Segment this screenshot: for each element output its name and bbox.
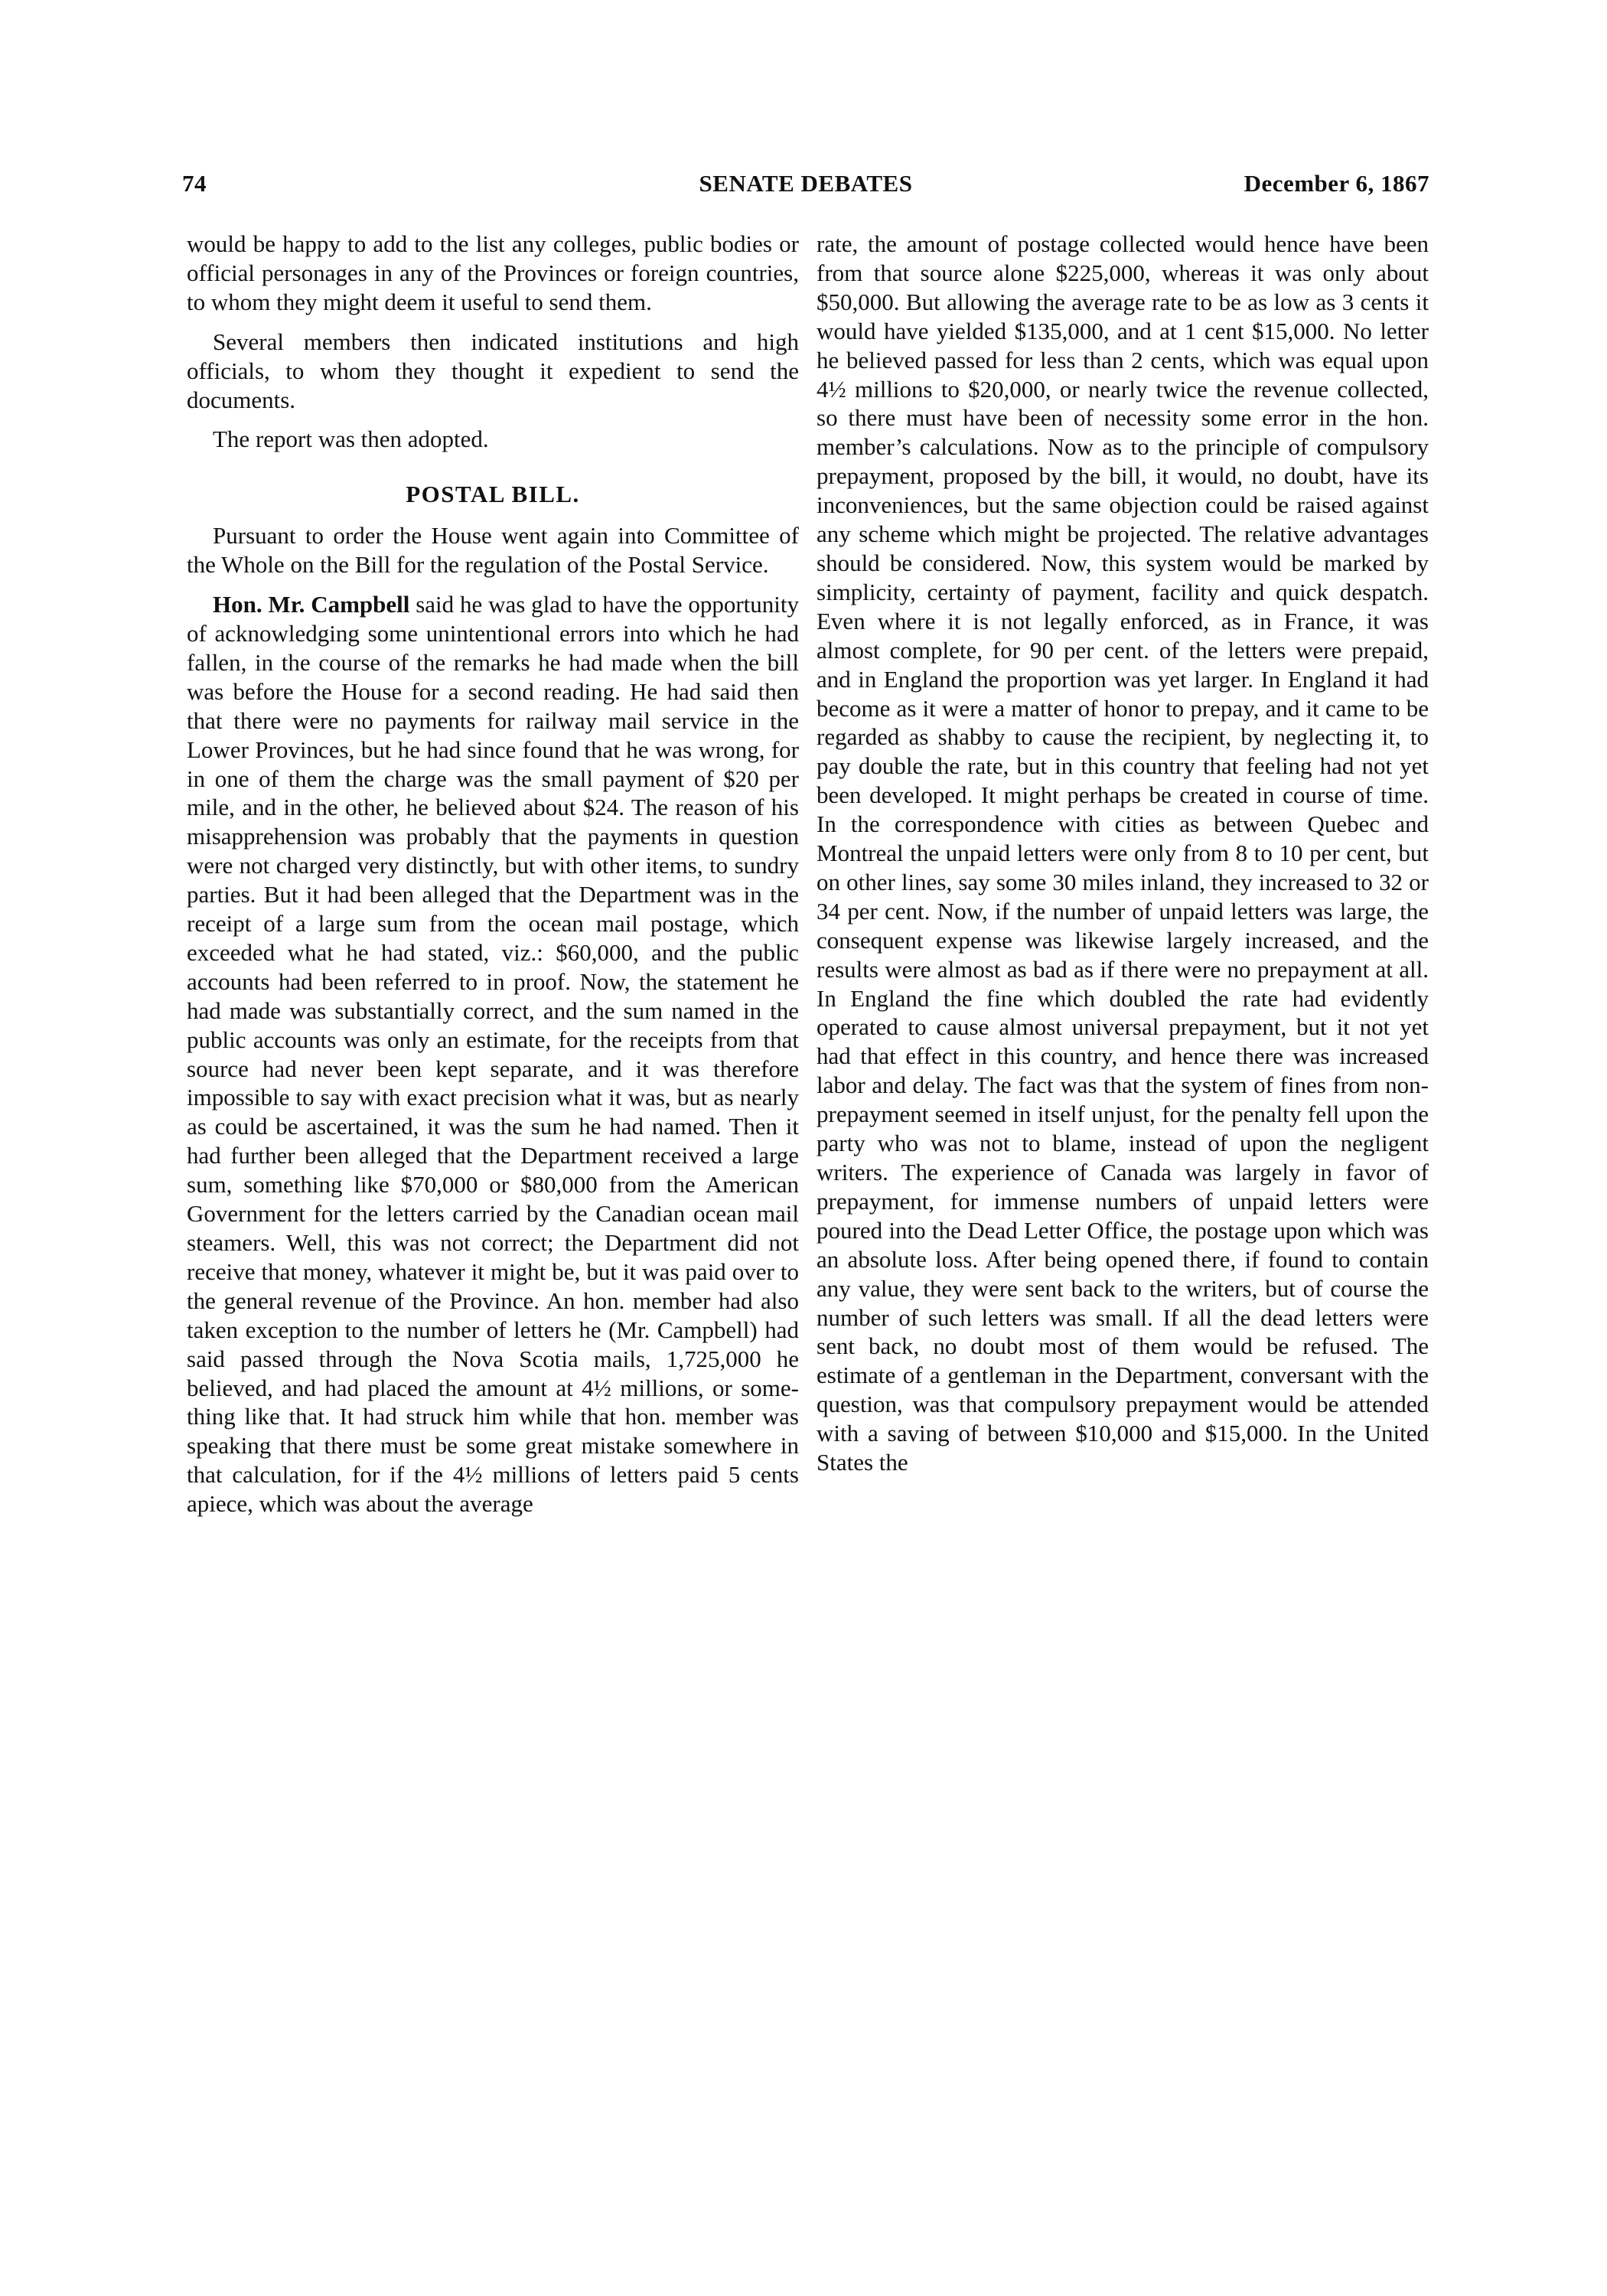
right-column [817, 230, 1429, 1477]
journal-title: SENATE DEBATES [699, 170, 913, 197]
page-number: 74 [182, 170, 207, 197]
paragraph-members-indicated: Several members then indicated institutions and high officials, to whom they thought it expedient to send the documents. [187, 328, 799, 413]
speaker-name: Hon. Mr. Campbell [213, 591, 410, 618]
paragraph-committee: Pursuant to order the House went again into Committee of the Whole on the Bill for the regulation of the Postal Service. [187, 522, 799, 579]
paragraph-campbell-speech [187, 590, 799, 1518]
section-heading-postal-bill: POSTAL BILL. [406, 481, 580, 508]
paragraph-continuation: would be happy to add to the list any colleges, public bodies or official personages in any of the Provinces or foreign countries, to whom they might deem it useful to send them. [187, 230, 799, 315]
paragraph-report-adopted: The report was then adopted. [213, 426, 489, 453]
left-column [187, 230, 799, 1518]
paragraph-speech-continued: rate, the amount of postage collected would hence have been from that source alone $225,000, whereas it was only about $50,000. But allowing the average rate to be as low as 3 cents it would have yielded $135,000, and at 1 cent $15,000. No letter he believed passed for less than 2 cents, which was equal upon 4½ millions to $20,000, or nearly twice the revenue collected, so there must have been of necessity some error in the hon. member’s calculations. Now as to the principle of compulsory prepayment, proposed by the bill, it would, no doubt, have its inconveniences, but the same objection could be raised against any scheme which might be projected. The relative advantages should be considered. Now, this system would be marked by simplicity, certainty of payment, facility and quick despatch. Even where it is not legally enforced, as in France, it was almost complete, for 90 per cent. of the letters were prepaid, and in England the proportion was yet larger. In England it had become as it were a matter of honor to prepay, and it came to be regarded as shabby to cause the recipient, by neglecting it, to pay double the rate, but in this country that feeling had not yet been developed. It might perhaps be created in course of time. In the correspondence with cities as between Quebec and Montreal the unpaid letters were only from 8 to 10 per cent, but on other lines, say some 30 miles inland, they increased to 32 or 34 per cent. Now, if the number of unpaid letters was large, the consequent expense was likewise largely increased, and the results were almost as bad as if there were no prepayment at all. In England the fine which doubled the rate had evidently operated to cause almost universal prepayment, but it not yet had that effect in this country, and hence there was increased labor and delay. The fact was that the system of fines from non-prepayment seemed in itself unjust, for the penalty fell upon the party who was not to blame, instead of upon the negligent writers. The experience of Canada was largely in favor of prepayment, for immense numbers of unpaid letters were poured into the Dead Letter Office, the postage upon which was an absolute loss. After being opened there, if found to contain any value, they were sent back to the writers, but of course the number of such letters was small. If all the dead letters were sent back, no doubt most of them would be refused. The estimate of a gentleman in the Department, conversant with the question, was that compulsory prepayment would be attended with a saving of between $10,000 and $15,000. In the United States the [817, 230, 1429, 1476]
running-head [182, 170, 1429, 208]
speech-text: said he was glad to have the opportunity of acknowledging some unintentional errors into which he had fallen, in the course of the remarks he had made when the bill was before the House for a second reading. He had said then that there were no payments for railway mail service in the Lower Provinces, but he had since found that he was wrong, for in one of them the charge was the small payment of $20 per mile, and in the other, he believed about $24. The reason of his misapprehension was probably that the payments in question were not charged very distinctly, but with other items, to sundry parties. But it had been alleged that the Department was in the receipt of a large sum from the ocean mail postage, which exceeded what he had stated, viz.: $60,000, and the public accounts had been referred to in proof. Now, the statement he had made was substantially correct, and the sum named in the public accounts was only an estimate, for the receipts from that source had never been kept separate, and it was therefore impossible to say with exact precision what it was, but as nearly as could be ascertained, it was the sum he had named. Then it had further been alleged that the Department received a large sum, something like $70,000 or $80,000 from the American Government for the letters carried by the Canadian ocean mail steamers. Well, this was not correct; the Department did not receive that money, whatever it might be, but it was paid over to the general revenue of the Province. An hon. member had also taken exception to the number of letters he (Mr. Campbell) had said passed through the Nova Scotia mails, 1,725,000 he believed, and had placed the amount at 4½ millions, or something like that. It had struck him while that hon. member was speaking that there must be some great mistake somewhere in that calculation, for if the 4½ millions of letters paid 5 cents apiece, which was about the average [187, 591, 799, 1518]
page-date: December 6, 1867 [1244, 170, 1429, 197]
